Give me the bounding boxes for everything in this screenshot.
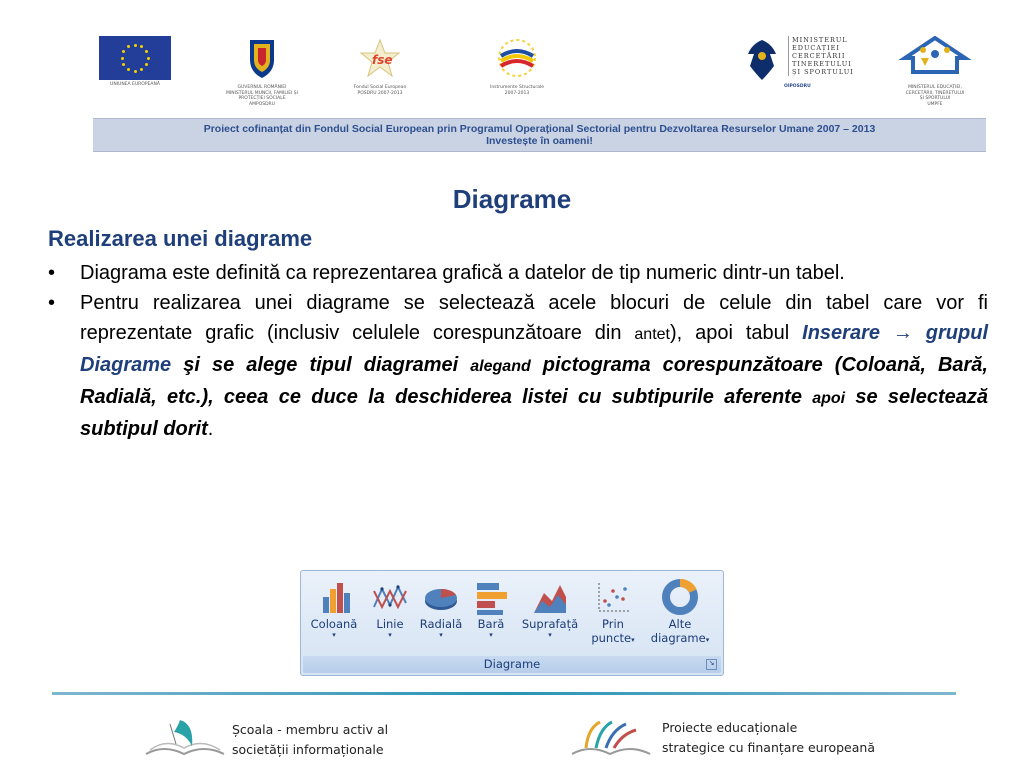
section-subtitle: Realizarea unei diagrame — [48, 226, 313, 251]
scatter-chart-button[interactable] — [583, 577, 643, 653]
dropdown-arrow-icon: ▾ — [388, 632, 392, 639]
eu-flag-icon — [99, 36, 171, 80]
eu-star-icon — [140, 45, 143, 48]
footer-left-text: Școala - membru activ al societății informaționale — [232, 722, 389, 757]
eu-logo — [96, 36, 174, 88]
svg-text:fse: fse — [372, 53, 393, 67]
bullet-text-part: pictograma corespunzătoare (Coloană, Bară, Radială, etc.), ceea ce duce la deschiderea listei cu subtipurile aferente — [80, 354, 988, 408]
eu-star-icon — [122, 63, 125, 66]
line-chart-icon — [370, 577, 410, 617]
dropdown-arrow-icon: ▾ — [489, 632, 493, 639]
eu-star-icon — [134, 70, 137, 73]
eu-star-icon — [140, 68, 143, 71]
column-chart-label: Coloană — [310, 617, 358, 631]
coat-of-arms-icon — [242, 36, 282, 80]
fse-logo-caption: Fondul Social European POSDRU 2007-2013 — [353, 85, 407, 96]
structural-instruments-icon — [487, 36, 547, 80]
doughnut-chart-icon — [660, 577, 700, 617]
structural-instruments-caption: Instrumente Structurale 2007-2013 — [490, 85, 544, 96]
bullet-item-definition — [48, 258, 988, 288]
bar-chart-button[interactable] — [465, 577, 517, 653]
bullet-text-part: apoi — [812, 390, 846, 407]
bullet-text-part: . — [207, 418, 214, 440]
ribbon-group-footer — [303, 656, 721, 673]
eagle-crest-icon — [740, 36, 784, 84]
eu-star-icon — [147, 57, 150, 60]
slide-title: Diagrame — [452, 184, 572, 214]
houses-people-icon — [895, 36, 975, 80]
bullet-text-part: Pentru realizarea unei diagrame se selectează acele blocuri de celule din tabel care vor fi reprezentate grafic (inclusiv celulele corespunzătoare din — [80, 292, 988, 344]
eu-logo-caption: UNIUNEA EUROPEANĂ — [110, 82, 160, 87]
ribbon-group-label: Diagrame — [483, 657, 541, 671]
eu-star-icon — [145, 63, 148, 66]
column-chart-icon — [314, 577, 354, 617]
eu-star-icon — [134, 44, 137, 47]
dropdown-arrow-icon: ▾ — [548, 632, 552, 639]
footer-right-text: Proiecte educaționale strategice cu finanțare europeană — [662, 720, 875, 755]
charts-ribbon-group — [300, 570, 724, 676]
footer-logo-projects — [566, 712, 896, 768]
bullet-text-part: alegand — [470, 358, 531, 375]
scatter-chart-label-line-1: Prin — [602, 617, 624, 631]
government-logo-caption: GUVERNUL ROMÂNIEI MINISTERUL MUNCII, FAMILIEI ȘI PROTECȚIEI SOCIALE AMPOSDRU — [226, 85, 298, 107]
eu-star-icon — [121, 57, 124, 60]
banner-line-2: Investește în oameni! — [486, 135, 593, 147]
column-chart-button[interactable] — [305, 577, 363, 653]
pie-chart-icon — [421, 577, 461, 617]
partner-logos — [90, 36, 990, 118]
area-chart-icon — [530, 577, 570, 617]
bullet-item-procedure — [48, 288, 988, 444]
footer-divider — [52, 692, 956, 695]
area-chart-label: Suprafață — [521, 617, 579, 631]
bullet-text-part: antet — [634, 326, 670, 343]
menu-path-text: Inserare → grupul Diagrame — [80, 322, 989, 376]
banner-line-1: Proiect cofinanțat din Fondul Social European prin Programul Operațional Sectorial pentru Dezvoltarea Resurselor Umane 2007 – 2013 — [203, 123, 876, 135]
pie-chart-label: Radială — [419, 617, 463, 631]
ministry-education-caption: OIPOSDRU — [784, 84, 811, 89]
bullet-symbol: • — [48, 292, 56, 314]
bullet-text-part: şi se alege tipul diagramei — [171, 354, 471, 376]
bar-chart-icon — [471, 577, 511, 617]
dropdown-arrow-icon: ▾ — [332, 632, 336, 639]
bullet-text-part: se selectează subtipul dorit — [80, 386, 988, 440]
ministry-side-text: MINISTERUL EDUCAȚIEI CERCETĂRII TINERETULUI ȘI SPORTULUI — [788, 36, 854, 76]
bullet-text: Diagrama este definită ca reprezentarea grafică a datelor de tip numeric dintr-un tabel. — [80, 262, 845, 284]
open-book-icon — [140, 714, 230, 766]
dropdown-arrow-icon: ▾ — [439, 632, 443, 639]
other-charts-label-line-1: Alte — [668, 617, 692, 631]
dialog-launcher-icon[interactable]: ↘ — [706, 659, 717, 670]
dropdown-arrow-icon: ▾ — [631, 636, 635, 644]
eu-star-icon — [122, 50, 125, 53]
scatter-chart-label-line-2: puncte▾ — [591, 631, 635, 645]
other-charts-button[interactable] — [643, 577, 717, 653]
open-book-colorful-icon — [566, 714, 656, 766]
line-chart-label: Linie — [376, 617, 404, 631]
fse-logo — [330, 36, 430, 96]
fse-star-icon — [355, 36, 405, 80]
bullet-list — [48, 258, 988, 444]
structural-instruments-logo — [462, 36, 572, 96]
pie-chart-button[interactable] — [411, 577, 471, 653]
bar-chart-label: Bară — [477, 617, 505, 631]
ministry-houses-logo — [880, 36, 990, 107]
dropdown-arrow-icon: ▾ — [705, 636, 710, 644]
scatter-chart-icon — [593, 577, 633, 617]
ministry-education-logo — [740, 36, 865, 90]
area-chart-button[interactable] — [517, 577, 583, 653]
cofinancing-banner — [93, 118, 986, 152]
eu-star-icon — [127, 45, 130, 48]
other-charts-label-line-2: diagrame▾ — [650, 631, 710, 645]
ministry-houses-caption: MINISTERUL EDUCAȚIEI, CERCETĂRII, TINERETULUI ȘI SPORTULUI UMPFE — [905, 85, 965, 107]
bullet-symbol: • — [48, 262, 56, 284]
bullet-text-part: ), apoi tabul — [670, 322, 803, 344]
footer-logo-school — [140, 712, 440, 768]
eu-star-icon — [145, 50, 148, 53]
eu-star-icon — [127, 68, 130, 71]
government-logo — [202, 36, 322, 107]
